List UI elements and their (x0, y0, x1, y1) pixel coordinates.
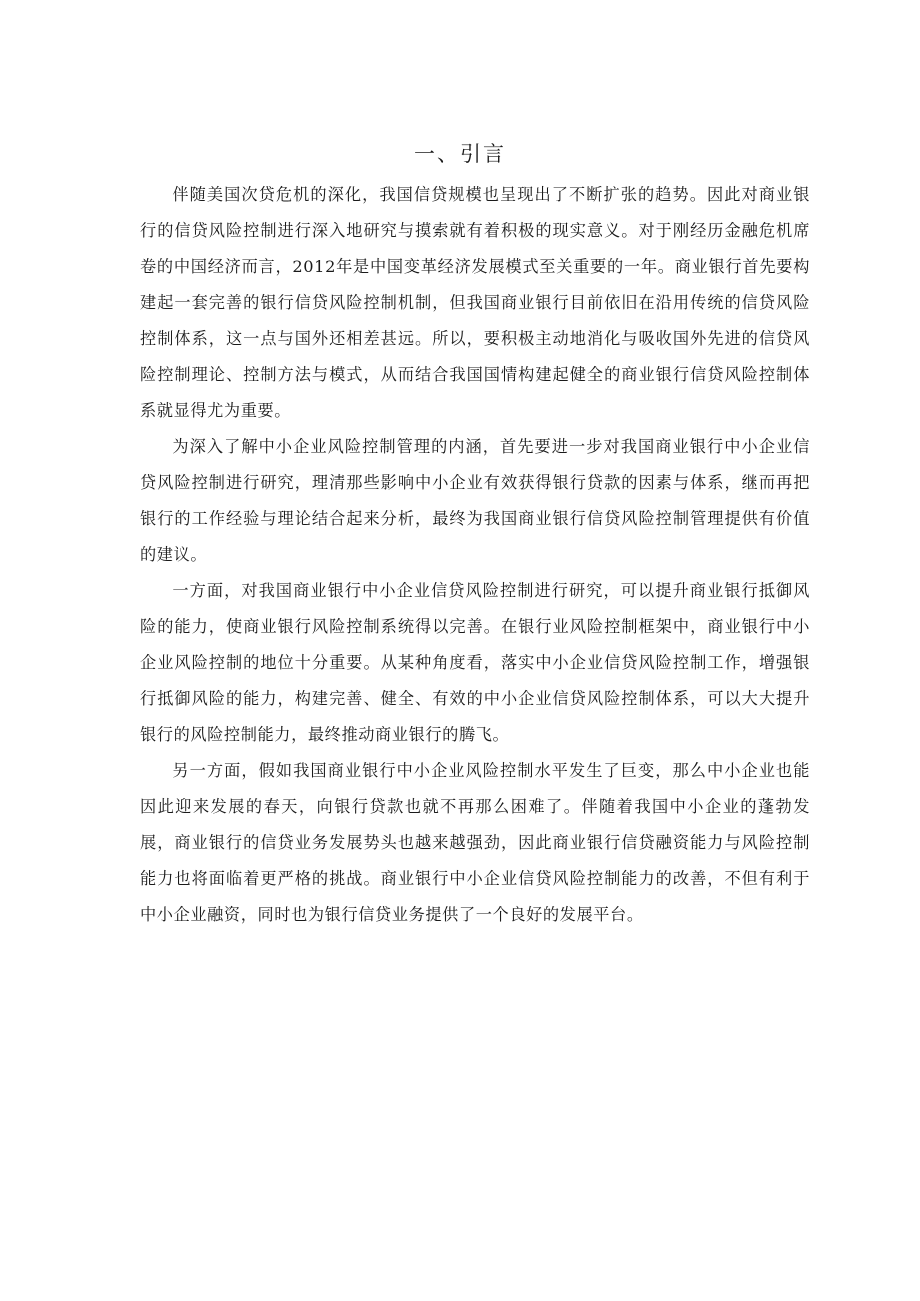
section-title: 一、引言 (414, 142, 506, 166)
paragraph-4: 另一方面，假如我国商业银行中小企业风险控制水平发生了巨变，那么中小企业也能因此迎来发展的春天，向银行贷款也就不再那么困难了。伴随着我国中小企业的蓬勃发展，商业银行的信贷业务发展势头也越来越强劲，因此商业银行信贷融资能力与风险控制能力也将面临着更严格的挑战。商业银行中小企业信贷风险控制能力的改善，不但有利于中小企业融资，同时也为银行信贷业务提供了一个良好的发展平台。 (140, 761, 810, 924)
body-text (140, 177, 810, 933)
paragraph-2: 为深入了解中小企业风险控制管理的内涵，首先要进一步对我国商业银行中小企业信贷风险控制进行研究，理清那些影响中小企业有效获得银行贷款的因素与体系，继而再把银行的工作经验与理论结合起来分析，最终为我国商业银行信贷风险控制管理提供有价值的建议。 (140, 437, 810, 564)
paragraph-3: 一方面，对我国商业银行中小企业信贷风险控制进行研究，可以提升商业银行抵御风险的能力，使商业银行风险控制系统得以完善。在银行业风险控制框架中，商业银行中小企业风险控制的地位十分重要。从某种角度看，落实中小企业信贷风险控制工作，增强银行抵御风险的能力，构建完善、健全、有效的中小企业信贷风险控制体系，可以大大提升银行的风险控制能力，最终推动商业银行的腾飞。 (140, 581, 810, 744)
paragraph-1: 伴随美国次贷危机的深化，我国信贷规模也呈现出了不断扩张的趋势。因此对商业银行的信贷风险控制进行深入地研究与摸索就有着积极的现实意义。对于刚经历金融危机席卷的中国经济而言，2012年是中国变革经济发展模式至关重要的一年。商业银行首先要构建起一套完善的银行信贷风险控制机制，但我国商业银行目前依旧在沿用传统的信贷风险控制体系，这一点与国外还相差甚远。所以，要积极主动地消化与吸收国外先进的信贷风险控制理论、控制方法与模式，从而结合我国国情构建起健全的商业银行信贷风险控制体系就显得尤为重要。 (140, 185, 810, 420)
